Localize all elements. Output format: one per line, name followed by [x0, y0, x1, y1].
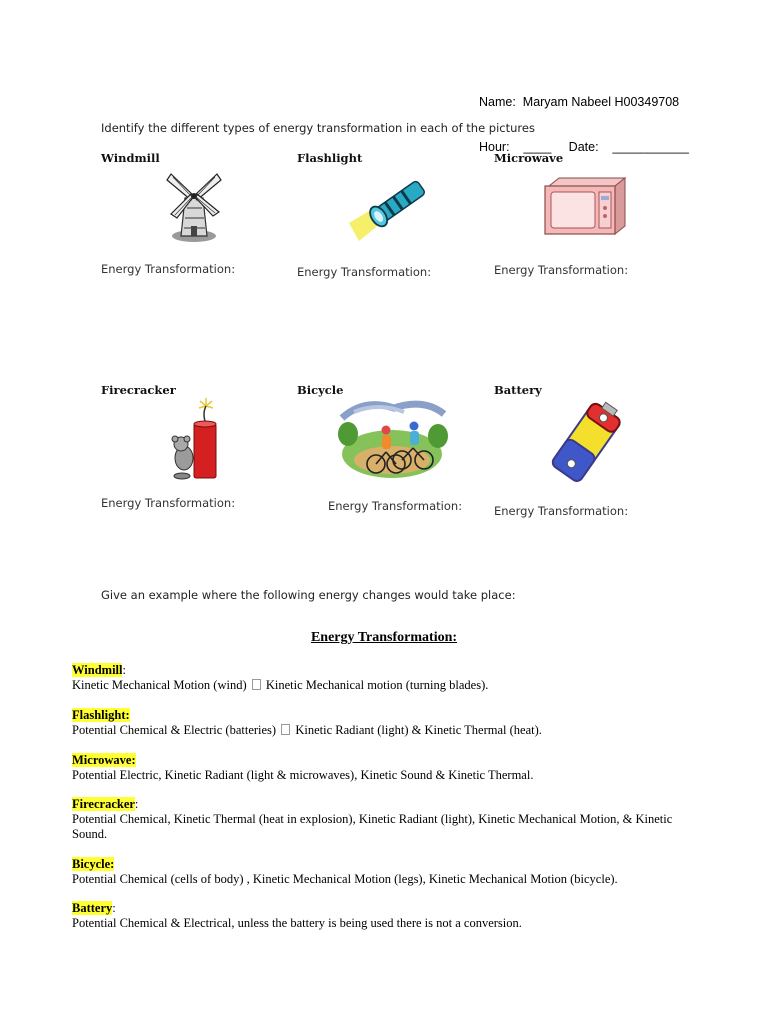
answer-bicycle [72, 857, 712, 887]
instruction-text: Identify the different types of energy transformation in each of the pictures [101, 121, 535, 135]
item-title-firecracker: Firecracker [101, 383, 176, 397]
answer-label: Flashlight: [72, 708, 130, 722]
energy-label-bicycle: Energy Transformation: [328, 499, 463, 513]
energy-label-windmill: Energy Transformation: [101, 262, 236, 276]
answer-label: Battery [72, 901, 113, 915]
name-value: Maryam Nabeel H00349708 [522, 95, 680, 109]
answer-label: Windmill [72, 663, 123, 677]
date-blank: ___________ [612, 140, 689, 154]
answer-text-cont: Sound. [72, 827, 108, 841]
answer-text-result: Kinetic Radiant (light) & Kinetic Thermal (heat). [295, 723, 542, 737]
example-prompt: Give an example where the following energy changes would take place: [101, 588, 516, 602]
arrow-placeholder-icon [252, 679, 261, 690]
hour-label: Hour: [479, 140, 510, 154]
answer-text: Potential Chemical & Electric (batteries) [72, 723, 277, 737]
answer-microwave [72, 753, 712, 783]
answer-text: Potential Electric, Kinetic Radiant (light & microwaves), Kinetic Sound & Kinetic Thermal. [72, 768, 534, 782]
energy-label-flashlight: Energy Transformation: [297, 265, 432, 279]
arrow-placeholder-icon [281, 724, 290, 735]
answer-firecracker [72, 797, 712, 842]
answer-colon: : [112, 901, 116, 915]
item-title-microwave: Microwave [494, 151, 564, 165]
answer-text: Kinetic Mechanical Motion (wind) [72, 678, 247, 692]
energy-label-firecracker: Energy Transformation: [101, 496, 236, 510]
microwave-icon [543, 176, 627, 236]
item-title-flashlight: Flashlight [297, 151, 363, 165]
answer-text-result: Kinetic Mechanical motion (turning blades). [265, 678, 489, 692]
answer-text: Potential Chemical & Electrical, unless the battery is being used there is not a conversion. [72, 916, 522, 930]
item-title-windmill: Windmill [101, 151, 160, 165]
firecracker-icon [166, 396, 222, 482]
name-label: Name: [479, 95, 516, 109]
hour-blank: ____ [523, 140, 552, 154]
answer-battery [72, 901, 712, 931]
answer-windmill [72, 663, 712, 693]
bicycle-icon [334, 398, 450, 482]
item-title-bicycle: Bicycle [297, 383, 344, 397]
answer-label: Microwave: [72, 753, 136, 767]
date-label: Date: [568, 140, 599, 154]
flashlight-icon [347, 167, 433, 243]
item-title-battery: Battery [494, 383, 542, 397]
answer-colon: : [122, 663, 126, 677]
battery-icon [544, 396, 628, 486]
answer-label: Firecracker [72, 797, 135, 811]
answer-flashlight [72, 708, 712, 738]
answers-heading: Energy Transformation: [310, 630, 458, 645]
energy-label-microwave: Energy Transformation: [494, 263, 629, 277]
answer-text: Potential Chemical (cells of body) , Kinetic Mechanical Motion (legs), Kinetic Mechanical Motion (bicycle). [72, 872, 618, 886]
answer-colon: : [134, 797, 139, 811]
answer-label: Bicycle: [72, 857, 115, 871]
energy-label-battery: Energy Transformation: [494, 504, 629, 518]
windmill-icon [163, 168, 225, 244]
answer-text: Potential Chemical, Kinetic Thermal (heat in explosion), Kinetic Radiant (light), Kinetic Mechanical Motion, & Kinetic [72, 812, 673, 826]
